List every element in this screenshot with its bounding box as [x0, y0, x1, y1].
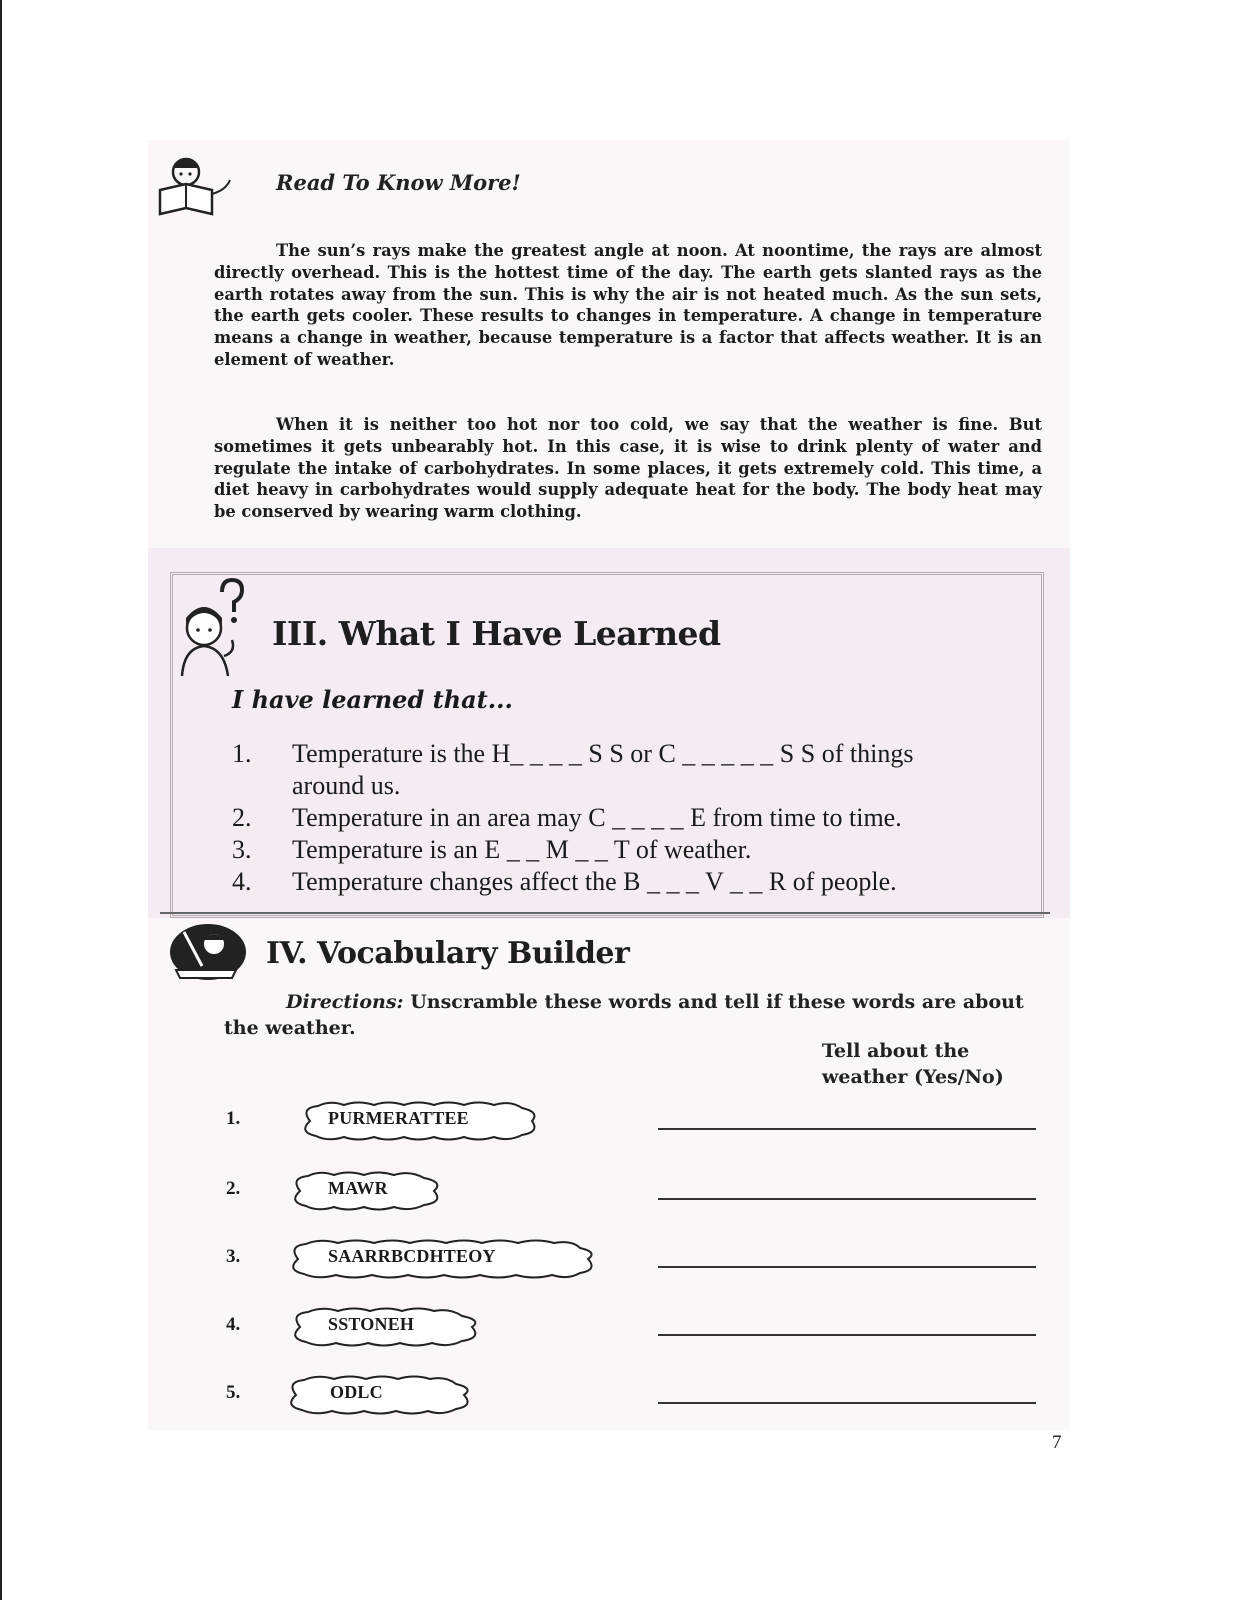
thinking-girl-icon	[170, 578, 250, 682]
learned-item-2	[232, 802, 1032, 834]
read-more-paragraph-1	[214, 240, 1042, 371]
scrambled-word: PURMERATTEE	[328, 1108, 469, 1128]
page-left-edge	[0, 0, 2, 1600]
section-divider	[160, 912, 1050, 914]
learned-lead: I have learned that...	[232, 685, 513, 714]
learned-item-1	[232, 738, 1032, 802]
learned-item-text: Temperature changes affect the B _ _ _ V _ _ R of people.	[292, 867, 897, 896]
read-more-title: Read To Know More!	[276, 170, 521, 195]
scrambled-word: SSTONEH	[328, 1314, 415, 1334]
answer-line[interactable]	[658, 1266, 1036, 1268]
learned-item-number: 1.	[232, 739, 252, 768]
answer-line[interactable]	[658, 1334, 1036, 1336]
vocab-row-4	[226, 1306, 1046, 1356]
learned-item-number: 4.	[232, 867, 252, 896]
vocab-row-number: 2.	[226, 1178, 241, 1199]
read-more-paragraph-2	[214, 414, 1042, 523]
vocab-row-number: 5.	[226, 1382, 241, 1403]
learned-item-4	[232, 866, 1032, 898]
answer-line[interactable]	[658, 1198, 1036, 1200]
answer-column-label: Tell about the weather (Yes/No)	[822, 1040, 1004, 1088]
vocab-row-number: 3.	[226, 1246, 241, 1267]
scrambled-word: SAARRBCDHTEOY	[328, 1246, 496, 1266]
learned-item-number: 3.	[232, 835, 252, 864]
vocab-row-number: 1.	[226, 1108, 241, 1129]
scrambled-word: MAWR	[328, 1178, 388, 1198]
girl-reading-icon	[156, 150, 236, 224]
vocab-row-3	[226, 1238, 1046, 1288]
paragraph-1-text: The sun’s rays make the greatest angle at noon. At noontime, the rays are almost directly overhead. This is the hottest time of the day. The earth gets slanted rays as the earth rotates away from the sun. This is why the air is not heated much. As the sun sets, the earth gets cooler. These results to changes in temperature. A change in temperature means a change in weather, because temperature is a factor that affects weather. It is an element of weather.	[214, 241, 1042, 369]
answer-line[interactable]	[658, 1128, 1036, 1130]
learned-item-number: 2.	[232, 803, 252, 832]
learned-item-text: Temperature is the H_ _ _ _ S S or C _ _ _ _ _ S S of things	[292, 739, 914, 768]
answer-line[interactable]	[658, 1402, 1036, 1404]
vocab-row-number: 4.	[226, 1314, 241, 1335]
vocab-directions	[224, 989, 1056, 1041]
vocab-row-1	[226, 1100, 1046, 1150]
girl-writing-icon	[166, 918, 250, 988]
learned-item-3	[232, 834, 1032, 866]
page-number: 7	[1052, 1432, 1062, 1453]
learned-heading: III. What I Have Learned	[272, 614, 721, 653]
scrambled-word: ODLC	[330, 1382, 383, 1402]
paragraph-2-text: When it is neither too hot nor too cold, we say that the weather is fine. But sometimes it gets unbearably hot. In this case, it is wise to drink plenty of water and regulate the intake of carbohydrates. In some places, it gets extremely cold. This time, a diet heavy in carbohydrates would supply adequate heat for the body. The body heat may be conserved by wearing warm clothing.	[214, 415, 1042, 522]
learned-item-text: Temperature in an area may C _ _ _ _ E from time to time.	[292, 803, 902, 832]
directions-label: Directions:	[286, 991, 404, 1013]
directions-text: Unscramble these words and tell if these words are about the weather.	[224, 991, 1024, 1039]
vocab-row-5	[226, 1374, 1046, 1424]
vocab-row-2	[226, 1170, 1046, 1220]
learned-item-text: Temperature is an E _ _ M _ _ T of weather.	[292, 835, 752, 864]
learned-item-text-continued: around us.	[292, 771, 401, 800]
vocab-heading: IV. Vocabulary Builder	[266, 936, 630, 971]
